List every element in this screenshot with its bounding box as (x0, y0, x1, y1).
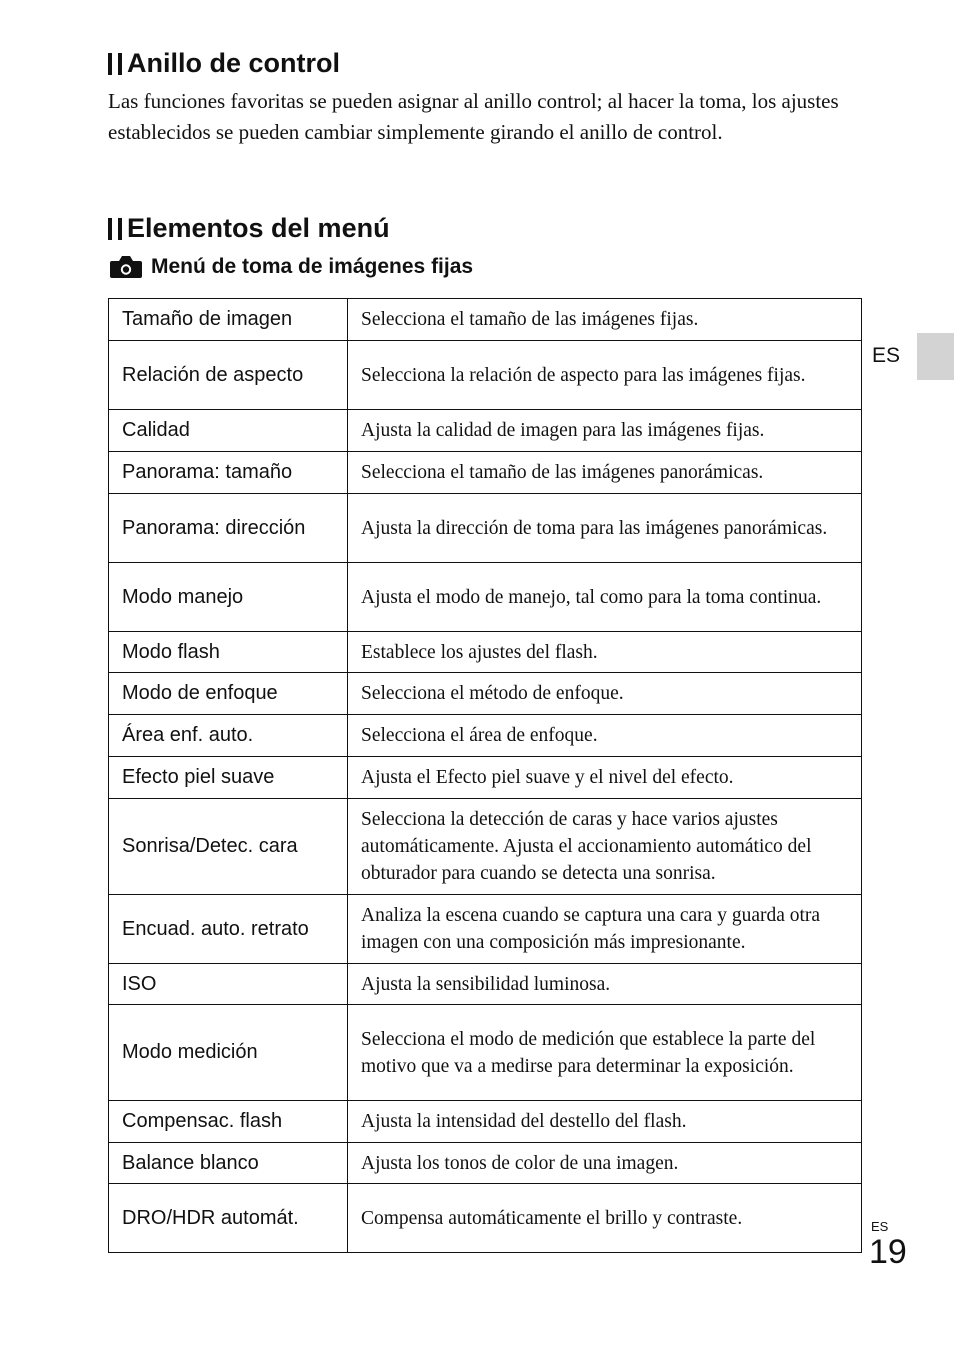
table-row (109, 799, 862, 895)
menu-item-desc: Ajusta la dirección de toma para las imágenes panorámicas. (348, 494, 862, 563)
section-title-text: Anillo de control (127, 48, 340, 78)
menu-item-name: Modo manejo (109, 563, 348, 632)
table-row (109, 964, 862, 1005)
menu-item-desc: Ajusta la calidad de imagen para las imágenes fijas. (348, 410, 862, 452)
section-body-anillo: Las funciones favoritas se pueden asignar al anillo control; al hacer la toma, los ajustes establecidos se pueden cambiar simplemente girando el anillo de control. (108, 89, 839, 144)
menu-item-name: Sonrisa/Detec. cara (109, 799, 348, 895)
table-row (109, 632, 862, 673)
menu-item-name: Modo de enfoque (109, 673, 348, 715)
menu-item-name: Relación de aspecto (109, 341, 348, 410)
menu-item-desc: Ajusta los tonos de color de una imagen. (348, 1143, 862, 1184)
table-row (109, 715, 862, 757)
section-title-elementos (108, 213, 390, 244)
menu-item-desc: Selecciona la detección de caras y hace varios ajustes automáticamente. Ajusta el accionamiento automático del obturador para cuando se detecta una sonrisa. (348, 799, 862, 895)
menu-item-desc: Selecciona el método de enfoque. (348, 673, 862, 715)
table-row (109, 1143, 862, 1184)
section-marker-icon (108, 218, 122, 240)
table-row (109, 757, 862, 799)
menu-item-name: Compensac. flash (109, 1101, 348, 1143)
page-number: 19 (869, 1233, 907, 1271)
menu-item-desc: Ajusta el Efecto piel suave y el nivel del efecto. (348, 757, 862, 799)
menu-item-desc: Ajusta la intensidad del destello del flash. (348, 1101, 862, 1143)
menu-item-name: Efecto piel suave (109, 757, 348, 799)
table-row (109, 1005, 862, 1101)
menu-item-name: Área enf. auto. (109, 715, 348, 757)
menu-item-name: Balance blanco (109, 1143, 348, 1184)
table-row (109, 1101, 862, 1143)
menu-item-desc: Ajusta la sensibilidad luminosa. (348, 964, 862, 1005)
menu-item-desc: Selecciona el tamaño de las imágenes panorámicas. (348, 452, 862, 494)
section-title-anillo (108, 48, 340, 79)
section-title-text: Elementos del menú (127, 213, 390, 243)
table-row (109, 895, 862, 964)
camera-icon (110, 256, 142, 278)
table-row (109, 341, 862, 410)
table-row (109, 299, 862, 341)
menu-item-name: Modo flash (109, 632, 348, 673)
subsection-heading (110, 255, 473, 279)
subsection-title: Menú de toma de imágenes fijas (151, 255, 474, 278)
menu-item-desc: Ajusta el modo de manejo, tal como para la toma continua. (348, 563, 862, 632)
table-row (109, 494, 862, 563)
menu-item-desc: Compensa automáticamente el brillo y contraste. (348, 1184, 862, 1253)
table-row (109, 1184, 862, 1253)
menu-item-desc: Selecciona el tamaño de las imágenes fijas. (348, 299, 862, 341)
table-row (109, 410, 862, 452)
menu-item-name: Tamaño de imagen (109, 299, 348, 341)
menu-item-desc: Establece los ajustes del flash. (348, 632, 862, 673)
language-label: ES (872, 344, 901, 367)
menu-item-name: DRO/HDR automát. (109, 1184, 348, 1253)
menu-item-name: Modo medición (109, 1005, 348, 1101)
menu-table (108, 298, 862, 1253)
menu-item-desc: Selecciona el modo de medición que establece la parte del motivo que va a medirse para determinar la exposición. (348, 1005, 862, 1101)
page-language-code: ES (871, 1219, 889, 1234)
language-side-tab (917, 333, 954, 380)
menu-item-desc: Selecciona la relación de aspecto para las imágenes fijas. (348, 341, 862, 410)
table-row (109, 673, 862, 715)
menu-item-name: Calidad (109, 410, 348, 452)
table-row (109, 452, 862, 494)
section-marker-icon (108, 53, 122, 75)
menu-item-name: Panorama: dirección (109, 494, 348, 563)
menu-item-name: Encuad. auto. retrato (109, 895, 348, 964)
menu-item-name: ISO (109, 964, 348, 1005)
menu-item-desc: Analiza la escena cuando se captura una cara y guarda otra imagen con una composición más impresionante. (348, 895, 862, 964)
table-row (109, 563, 862, 632)
menu-item-desc: Selecciona el área de enfoque. (348, 715, 862, 757)
menu-item-name: Panorama: tamaño (109, 452, 348, 494)
